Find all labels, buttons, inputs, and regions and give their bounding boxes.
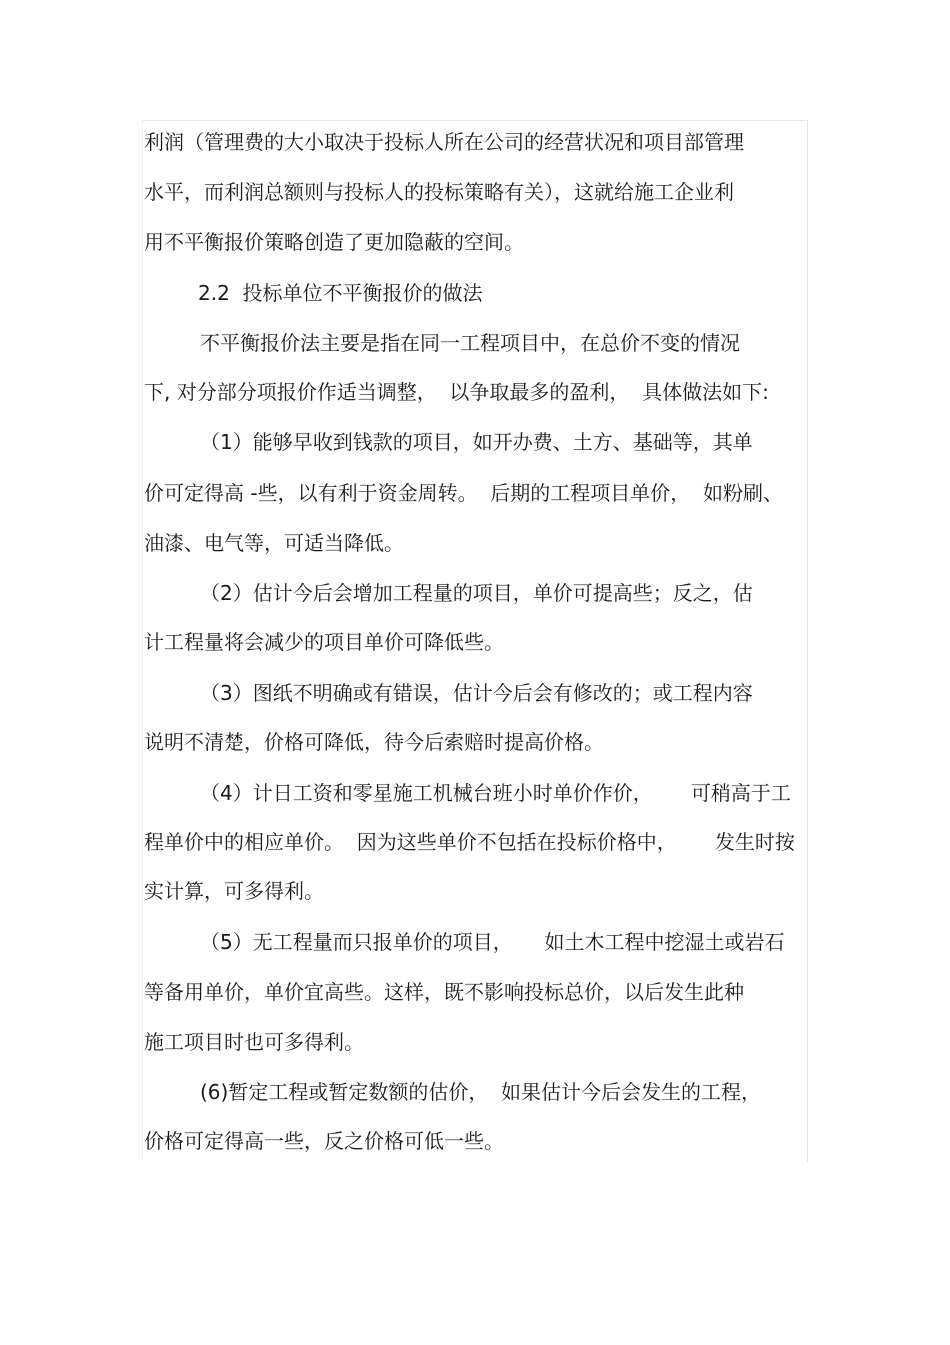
list-item-line: （4）计日工资和零星施工机械台班小时单价作价， 可稍高于工 bbox=[200, 781, 791, 805]
paragraph-line: 下, 对分部分项报价作适当调整， 以争取最多的盈利， 具体做法如下: bbox=[144, 380, 769, 404]
paragraph-line: 不平衡报价法主要是指在同一工程项目中，在总价不变的情况 bbox=[200, 331, 740, 355]
list-item-line: 价格可定得高一些，反之价格可低一些。 bbox=[144, 1129, 504, 1153]
list-item-line: 计工程量将会减少的项目单价可降低些。 bbox=[144, 630, 504, 654]
list-item-line: 价可定得高 -些，以有利于资金周转。 后期的工程项目单价， 如粉刷、 bbox=[144, 481, 784, 505]
list-item-line: （5）无工程量而只报单价的项目， 如土木工程中挖湿土或岩石 bbox=[200, 930, 785, 954]
list-item-line: 施工项目时也可多得利。 bbox=[144, 1030, 364, 1054]
list-item-line: 说明不清楚，价格可降低，待今后索赔时提高价格。 bbox=[144, 730, 604, 754]
paragraph-line: 用不平衡报价策略创造了更加隐蔽的空间。 bbox=[144, 230, 524, 254]
list-item-line: (6)暂定工程或暂定数额的估价， 如果估计今后会发生的工程， bbox=[200, 1080, 762, 1104]
list-item-line: （1）能够早收到钱款的项目，如开办费、土方、基础等，其单 bbox=[200, 430, 753, 454]
list-item-line: （2）估计今后会增加工程量的项目，单价可提高些；反之，估 bbox=[200, 581, 753, 605]
list-item-line: 程单价中的相应单价。 因为这些单价不包括在投标价格中， 发生时按 bbox=[144, 830, 795, 854]
paragraph-line: 水平，而利润总额则与投标人的投标策略有关），这就给施工企业利 bbox=[144, 180, 734, 204]
list-item-line: 油漆、电气等，可适当降低。 bbox=[144, 531, 404, 555]
section-heading: 2.2 投标单位不平衡报价的做法 bbox=[198, 281, 483, 305]
paragraph-line: 利润（管理费的大小取决于投标人所在公司的经营状况和项目部管理 bbox=[144, 130, 744, 154]
list-item-line: 等备用单价，单价宜高些。这样，既不影响投标总价，以后发生此种 bbox=[144, 980, 744, 1004]
list-item-line: （3）图纸不明确或有错误，估计今后会有修改的；或工程内容 bbox=[200, 681, 753, 705]
list-item-line: 实计算，可多得利。 bbox=[144, 879, 324, 903]
